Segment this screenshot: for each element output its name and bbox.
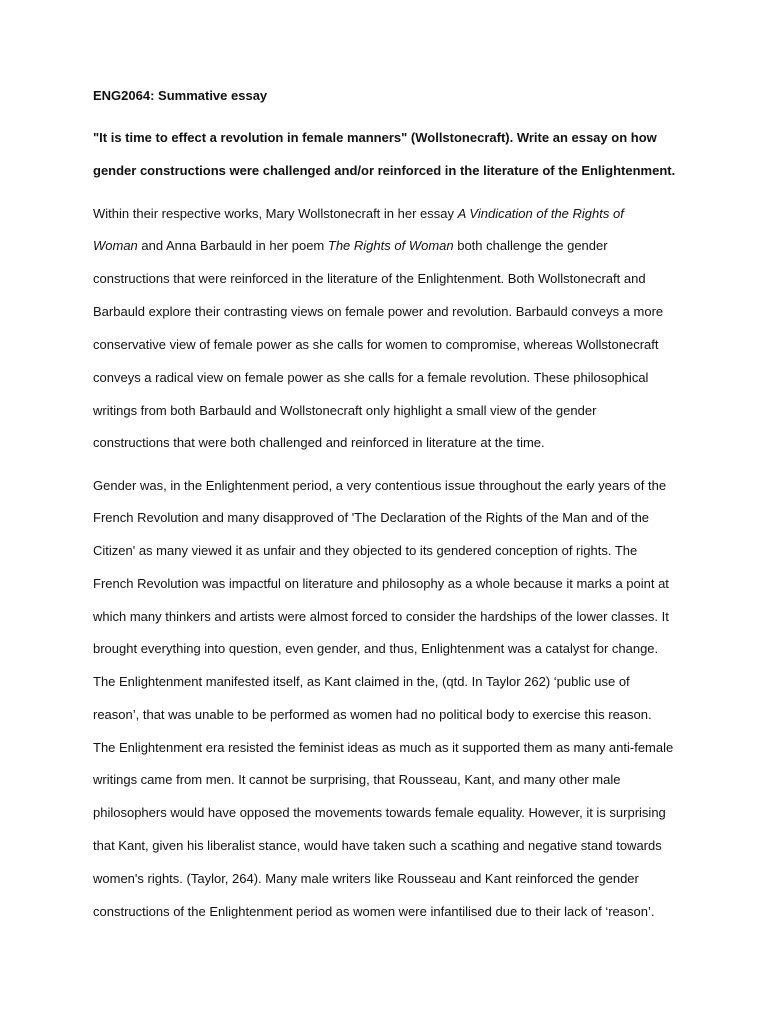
essay-heading: ENG2064: Summative essay (93, 88, 268, 103)
prompt-line: "It is time to effect a revolution in female manners" (Wollstonecraft). Write an essay on how (93, 130, 657, 145)
paragraph-2-line: Citizen' as many viewed it as unfair and they objected to its gendered conception of rights. The (93, 543, 638, 558)
paragraph-2-line: writings came from men. It cannot be surprising, that Rousseau, Kant, and many other male (93, 772, 621, 787)
paragraph-2-line: which many thinkers and artists were almost forced to consider the hardships of the lower classes. It (93, 609, 669, 624)
paragraph-2-line: philosophers would have opposed the movements towards female equality. However, it is surprising (93, 805, 666, 820)
work-title-italic: Woman (93, 238, 138, 253)
paragraph-2-line: brought everything into question, even gender, and thus, Enlightenment was a catalyst for change. (93, 641, 659, 656)
text-span: both challenge the gender (453, 238, 608, 253)
paragraph-1-line (93, 206, 624, 222)
paragraph-2-line: women's rights. (Taylor, 264). Many male writers like Rousseau and Kant reinforced the gender (93, 871, 639, 886)
paragraph-2-line: constructions of the Enlightenment period as women were infantilised due to their lack of ‘reason’. (93, 904, 655, 919)
paragraph-2-line: French Revolution and many disapproved of 'The Declaration of the Rights of the Man and of the (93, 510, 650, 525)
paragraph-1-line: constructions that were both challenged and reinforced in literature at the time. (93, 435, 545, 450)
paragraph-1-line: conservative view of female power as she calls for women to compromise, whereas Wollstonecraft (93, 337, 659, 352)
paragraph-1-line (93, 238, 608, 254)
work-title-italic: A Vindication of the Rights of (457, 206, 624, 221)
text-span: Within their respective works, Mary Wollstonecraft in her essay (93, 206, 458, 221)
paragraph-1-line: writings from both Barbauld and Wollstonecraft only highlight a small view of the gender (93, 403, 597, 418)
text-span: and Anna Barbauld in her poem (137, 238, 328, 253)
paragraph-2-line: French Revolution was impactful on literature and philosophy as a whole because it marks a point at (93, 576, 669, 591)
paragraph-1-line: conveys a radical view on female power as she calls for a female revolution. These philosophical (93, 370, 649, 385)
paragraph-2-line: reason’, that was unable to be performed as women had no political body to exercise this reason. (93, 707, 652, 722)
paragraph-1-line: constructions that were reinforced in the literature of the Enlightenment. Both Wollstonecraft and (93, 271, 646, 286)
paragraph-1-line: Barbauld explore their contrasting views on female power and revolution. Barbauld conveys a more (93, 304, 664, 319)
paragraph-2-line: Gender was, in the Enlightenment period, a very contentious issue throughout the early years of the (93, 478, 667, 493)
work-title-italic: The Rights of Woman (327, 238, 454, 253)
prompt-line: gender constructions were challenged and/or reinforced in the literature of the Enlightenment. (93, 163, 676, 178)
paragraph-2-line: that Kant, given his liberalist stance, would have taken such a scathing and negative stand towards (93, 838, 662, 853)
paragraph-2-line: The Enlightenment era resisted the feminist ideas as much as it supported them as many anti-female (93, 740, 674, 755)
paragraph-2-line: The Enlightenment manifested itself, as Kant claimed in the, (qtd. In Taylor 262) ‘public use of (93, 674, 630, 689)
